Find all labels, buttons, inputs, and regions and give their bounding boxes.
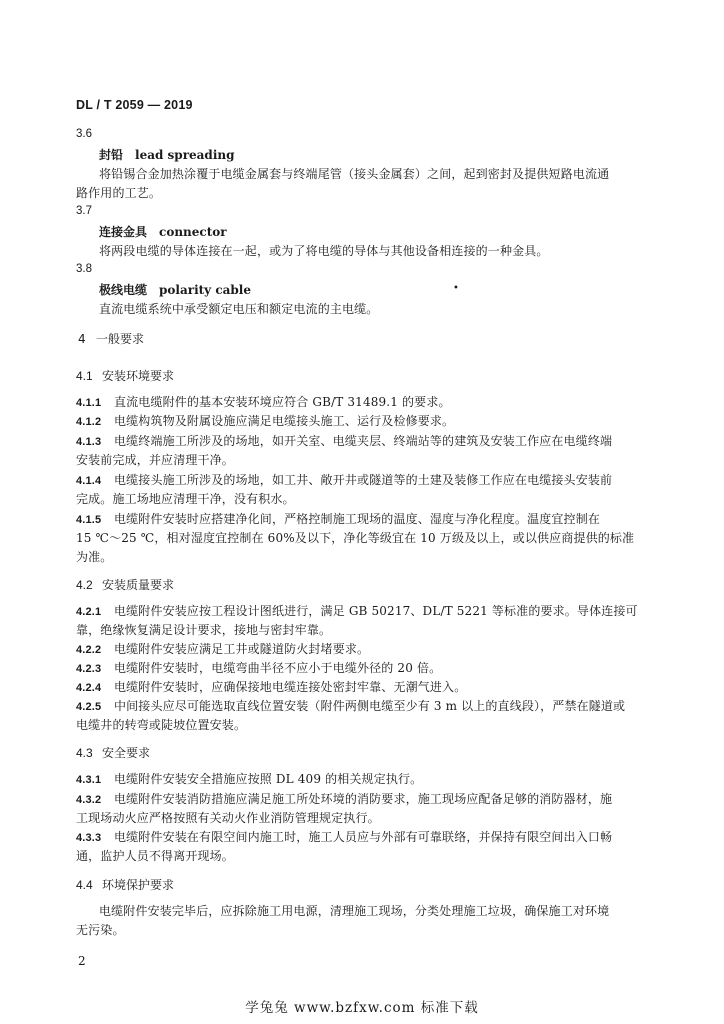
chapter-title: 一般要求 xyxy=(96,332,145,346)
clause-continuation: 工现场动火应严格按照有关动火作业消防管理规定执行。 xyxy=(76,811,380,825)
paragraph-line: 电缆附件安装完毕后，应拆除施工用电源，清理施工现场，分类处理施工垃圾，确保施工对环境 xyxy=(99,904,610,918)
clause-continuation: 完成。施工场地应清理干净，没有积水。 xyxy=(76,492,295,506)
clause-text: 电缆附件安装在有限空间内施工时，施工人员应与外部有可靠联络，并保持有限空间出入口畅 xyxy=(114,830,613,844)
term-number: 3.6 xyxy=(76,128,92,140)
section-heading xyxy=(76,367,174,384)
clause-text: 电缆附件安装时应搭建净化间，严格控制施工现场的温度、湿度与净化程度。温度宜控制在 xyxy=(114,512,601,526)
clause-number: 4.1.3 xyxy=(76,436,102,448)
term-title xyxy=(99,281,251,298)
term-definition-line: 将铅锡合金加热涂覆于电缆金属套与终端尾管（接头金属套）之间，起到密封及提供短路电流通 xyxy=(99,167,610,181)
clause-text: 电缆附件安装应满足工井或隧道防火封堵要求。 xyxy=(114,642,370,656)
clause-number: 4.2.1 xyxy=(76,606,102,618)
clause-text: 中间接头应尽可能选取直线位置安装（附件两侧电缆至少有 3 m 以上的直线段），严禁在隧道或 xyxy=(114,699,626,713)
section-title: 环境保护要求 xyxy=(102,878,175,892)
clause xyxy=(76,432,612,449)
clause-number: 4.1.2 xyxy=(76,416,102,428)
clause xyxy=(76,659,441,676)
clause-text: 直流电缆附件的基本安装环境应符合 GB/T 31489.1 的要求。 xyxy=(114,395,451,409)
section-heading xyxy=(76,876,174,893)
clause xyxy=(76,790,612,807)
clause-number: 4.2.3 xyxy=(76,663,102,675)
scan-speck: • xyxy=(453,283,459,294)
document-header: DL / T 2059 — 2019 xyxy=(76,98,193,112)
clause-continuation: 电缆井的转弯或陡坡位置安装。 xyxy=(76,718,247,732)
term-number: 3.8 xyxy=(76,263,92,275)
term-chinese: 极线电缆 xyxy=(99,283,148,297)
clause-continuation: 安装前完成，并应清理干净。 xyxy=(76,453,234,467)
section-number: 4.3 xyxy=(76,746,93,760)
section-number: 4.1 xyxy=(76,369,93,383)
clause-continuation: 靠，绝缘恢复满足设计要求，接地与密封牢靠。 xyxy=(76,623,332,637)
section-heading xyxy=(76,744,150,761)
clause xyxy=(76,602,638,619)
clause xyxy=(76,828,612,845)
clause-text: 电缆附件安装时，电缆弯曲半径不应小于电缆外径的 20 倍。 xyxy=(114,661,442,675)
clause-number: 4.3.2 xyxy=(76,794,102,806)
clause xyxy=(76,412,454,429)
term-english: polarity cable xyxy=(159,283,251,297)
section-title: 安全要求 xyxy=(102,746,151,760)
clause xyxy=(76,678,466,695)
clause-text: 电缆终端施工所涉及的场地，如开关室、电缆夹层、终端站等的建筑及安装工作应在电缆终端 xyxy=(114,434,613,448)
term-chinese: 连接金具 xyxy=(99,225,148,239)
section-heading xyxy=(76,576,174,593)
clause xyxy=(76,471,612,488)
clause-continuation: 通，监护人员不得离开现场。 xyxy=(76,849,234,863)
clause-number: 4.2.2 xyxy=(76,644,102,656)
chapter-heading xyxy=(78,330,144,347)
term-definition-line: 直流电缆系统中承受额定电压和额定电流的主电缆。 xyxy=(99,302,379,316)
clause-number: 4.2.5 xyxy=(76,701,102,713)
clause xyxy=(76,510,600,527)
term-chinese: 封铅 xyxy=(99,148,124,162)
chapter-number: 4 xyxy=(78,332,86,346)
clause-text: 电缆构筑物及附属设施应满足电缆接头施工、运行及检修要求。 xyxy=(114,414,455,428)
clause-number: 4.2.4 xyxy=(76,682,102,694)
section-number: 4.4 xyxy=(76,878,93,892)
clause-text: 电缆接头施工所涉及的场地，如工井、敞开井或隧道等的土建及装修工作应在电缆接头安装前 xyxy=(114,473,613,487)
section-title: 安装质量要求 xyxy=(102,578,175,592)
clause-number: 4.3.3 xyxy=(76,832,102,844)
clause xyxy=(76,770,422,787)
term-title xyxy=(99,146,235,163)
section-title: 安装环境要求 xyxy=(102,369,175,383)
term-number: 3.7 xyxy=(76,205,92,217)
clause-continuation: 为准。 xyxy=(76,550,113,564)
page-number: 2 xyxy=(78,954,86,968)
clause xyxy=(76,393,451,410)
term-definition-line: 将两段电缆的导体连接在一起，或为了将电缆的导体与其他设备相连接的一种金具。 xyxy=(99,244,549,258)
term-title xyxy=(99,223,227,240)
clause-number: 4.3.1 xyxy=(76,774,102,786)
clause-continuation: 15 ℃～25 ℃，相对湿度宜控制在 60%及以下，净化等级宜在 10 万级及以上，或以供应商提供的标准 xyxy=(76,531,635,545)
term-definition-line: 路作用的工艺。 xyxy=(76,186,162,200)
clause xyxy=(76,697,625,714)
watermark: 学兔兔 www.bzfxw.com 标准下载 xyxy=(245,1000,479,1016)
clause-text: 电缆附件安装应按工程设计图纸进行，满足 GB 50217、DL/T 5221 等标准的要求。导体连接可 xyxy=(114,604,638,618)
clause-text: 电缆附件安装消防措施应满足施工所处环境的消防要求，施工现场应配备足够的消防器材，施 xyxy=(114,792,613,806)
clause-number: 4.1.1 xyxy=(76,397,102,409)
clause-number: 4.1.4 xyxy=(76,475,102,487)
clause xyxy=(76,640,369,657)
clause-number: 4.1.5 xyxy=(76,514,102,526)
clause-text: 电缆附件安装安全措施应按照 DL 409 的相关规定执行。 xyxy=(114,772,423,786)
term-english: connector xyxy=(159,225,227,239)
paragraph-line: 无污染。 xyxy=(76,923,125,937)
clause-text: 电缆附件安装时，应确保接地电缆连接处密封牢靠、无潮气进入。 xyxy=(114,680,467,694)
section-number: 4.2 xyxy=(76,578,93,592)
term-english: lead spreading xyxy=(135,148,235,162)
